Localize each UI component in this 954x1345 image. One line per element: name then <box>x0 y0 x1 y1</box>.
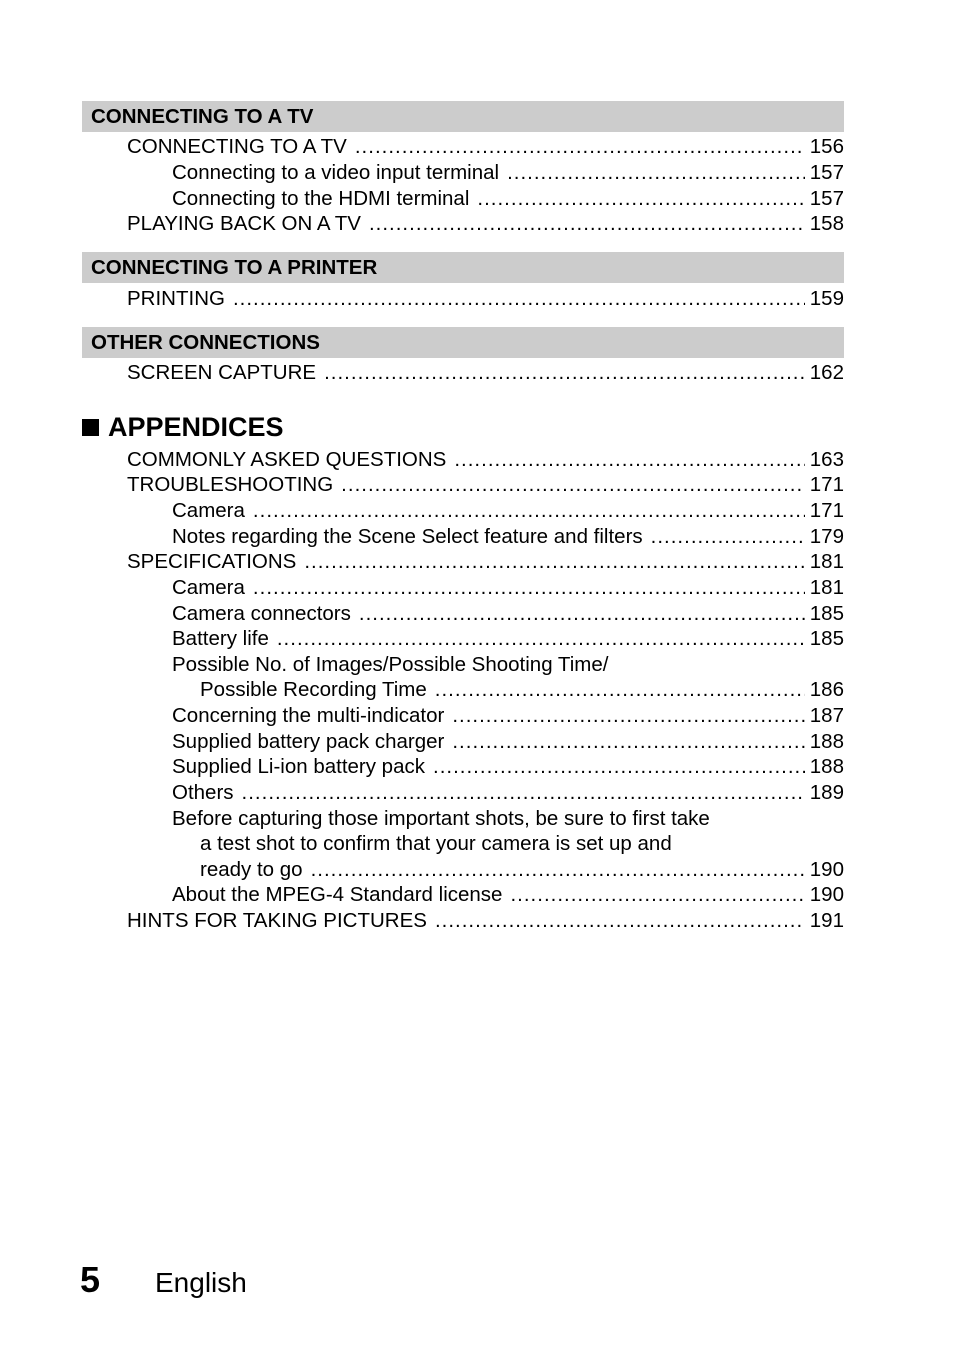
toc-entry-title: Supplied Li-ion battery pack <box>172 755 425 778</box>
leader-dots <box>341 472 805 498</box>
language-label: English <box>155 1267 247 1298</box>
leader-dots <box>253 575 805 601</box>
toc-entry-title: About the MPEG-4 Standard license <box>172 883 503 906</box>
toc-entry-title: Camera <box>172 576 245 599</box>
toc-entry[interactable] <box>172 160 844 186</box>
toc-entry-title: Concerning the multi-indicator <box>172 704 445 727</box>
leader-dots <box>651 524 805 550</box>
toc-entry-page: 162 <box>809 361 844 384</box>
leader-dots <box>477 186 804 212</box>
toc-entry[interactable] <box>127 286 844 312</box>
leader-dots <box>435 908 805 934</box>
toc-entry[interactable] <box>172 626 844 652</box>
toc-entry-title: TROUBLESHOOTING <box>127 473 334 496</box>
leader-dots <box>277 626 805 652</box>
toc-entry[interactable] <box>172 601 844 627</box>
toc-entry-page: 188 <box>809 755 844 778</box>
toc-entry-page: 190 <box>809 883 844 906</box>
toc-entry-page: 171 <box>809 499 844 522</box>
page-number: 5 <box>80 1259 101 1300</box>
toc-entry-title-continued[interactable]: Possible No. of Images/Possible Shooting Time/ <box>172 653 609 676</box>
leader-dots <box>233 286 805 312</box>
toc-entry-page: 157 <box>809 161 844 184</box>
toc-entry-title: Camera connectors <box>172 602 351 625</box>
leader-dots <box>369 211 805 237</box>
leader-dots <box>324 360 805 386</box>
toc-entry[interactable] <box>127 360 844 386</box>
toc-entry-page: 181 <box>809 550 844 573</box>
toc-entry-page: 158 <box>809 212 844 235</box>
leader-dots <box>510 882 804 908</box>
toc-entry-title: COMMONLY ASKED QUESTIONS <box>127 448 447 471</box>
toc-entry-page: 185 <box>809 602 844 625</box>
toc-entry-page: 186 <box>809 678 844 701</box>
toc-entry[interactable] <box>127 549 844 575</box>
toc-entry-title: SPECIFICATIONS <box>127 550 297 573</box>
section-header-other-connections: OTHER CONNECTIONS <box>82 327 844 358</box>
toc-entry-title: Battery life <box>172 627 269 650</box>
toc-entry-title: Connecting to the HDMI terminal <box>172 187 470 210</box>
black-square-bullet-icon <box>82 419 99 436</box>
section-header-connecting-to-a-tv: CONNECTING TO A TV <box>82 101 844 132</box>
toc-entry-page: 188 <box>809 730 844 753</box>
toc-entry[interactable] <box>127 447 844 473</box>
toc-entry-page: 181 <box>809 576 844 599</box>
toc-entry[interactable] <box>127 472 844 498</box>
leader-dots <box>435 677 805 703</box>
toc-entry[interactable] <box>200 677 844 703</box>
toc-entry-title: Supplied battery pack charger <box>172 730 445 753</box>
section-header-connecting-to-a-printer: CONNECTING TO A PRINTER <box>82 252 844 283</box>
leader-dots <box>355 134 805 160</box>
toc-entry-title: Possible Recording Time <box>200 678 427 701</box>
leader-dots <box>304 549 804 575</box>
leader-dots <box>311 857 805 883</box>
toc-entry-title: HINTS FOR TAKING PICTURES <box>127 909 427 932</box>
toc-entry-page: 157 <box>809 187 844 210</box>
toc-entry-title: Connecting to a video input terminal <box>172 161 500 184</box>
toc-entry-title: SCREEN CAPTURE <box>127 361 317 384</box>
appendices-heading <box>82 408 284 446</box>
leader-dots <box>433 754 805 780</box>
toc-entry-page: 190 <box>809 858 844 881</box>
toc-entry[interactable] <box>172 882 844 908</box>
toc-entry[interactable] <box>172 524 844 550</box>
toc-entry[interactable] <box>172 703 844 729</box>
leader-dots <box>242 780 805 806</box>
toc-entry[interactable] <box>200 857 844 883</box>
toc-entry-title: Others <box>172 781 234 804</box>
toc-entry[interactable] <box>127 908 844 934</box>
leader-dots <box>253 498 805 524</box>
leader-dots <box>454 447 804 473</box>
leader-dots <box>452 729 804 755</box>
toc-entry-page: 191 <box>809 909 844 932</box>
toc-entry-title: Notes regarding the Scene Select feature and filters <box>172 525 643 548</box>
toc-entry[interactable] <box>172 780 844 806</box>
toc-entry-page: 163 <box>809 448 844 471</box>
toc-entry-title-continued[interactable]: Before capturing those important shots, be sure to first take <box>172 807 710 830</box>
appendices-title: APPENDICES <box>108 411 284 442</box>
toc-entry-title: Camera <box>172 499 245 522</box>
toc-entry[interactable] <box>172 498 844 524</box>
toc-entry[interactable] <box>172 575 844 601</box>
toc-entry-page: 189 <box>809 781 844 804</box>
toc-entry[interactable] <box>172 186 844 212</box>
toc-entry[interactable] <box>127 211 844 237</box>
leader-dots <box>359 601 805 627</box>
leader-dots <box>507 160 805 186</box>
toc-entry-title-continued[interactable]: a test shot to confirm that your camera is set up and <box>200 832 672 855</box>
toc-entry-title: PLAYING BACK ON A TV <box>127 212 361 235</box>
toc-entry-page: 159 <box>809 287 844 310</box>
toc-entry-title: PRINTING <box>127 287 225 310</box>
toc-entry[interactable] <box>127 134 844 160</box>
toc-entry-title: ready to go <box>200 858 303 881</box>
toc-entry-page: 187 <box>809 704 844 727</box>
toc-entry[interactable] <box>172 754 844 780</box>
toc-entry-title: CONNECTING TO A TV <box>127 135 347 158</box>
toc-entry-page: 156 <box>809 135 844 158</box>
toc-entry-page: 179 <box>809 525 844 548</box>
toc-entry-page: 171 <box>809 473 844 496</box>
toc-entry[interactable] <box>172 729 844 755</box>
leader-dots <box>452 703 804 729</box>
toc-entry-page: 185 <box>809 627 844 650</box>
